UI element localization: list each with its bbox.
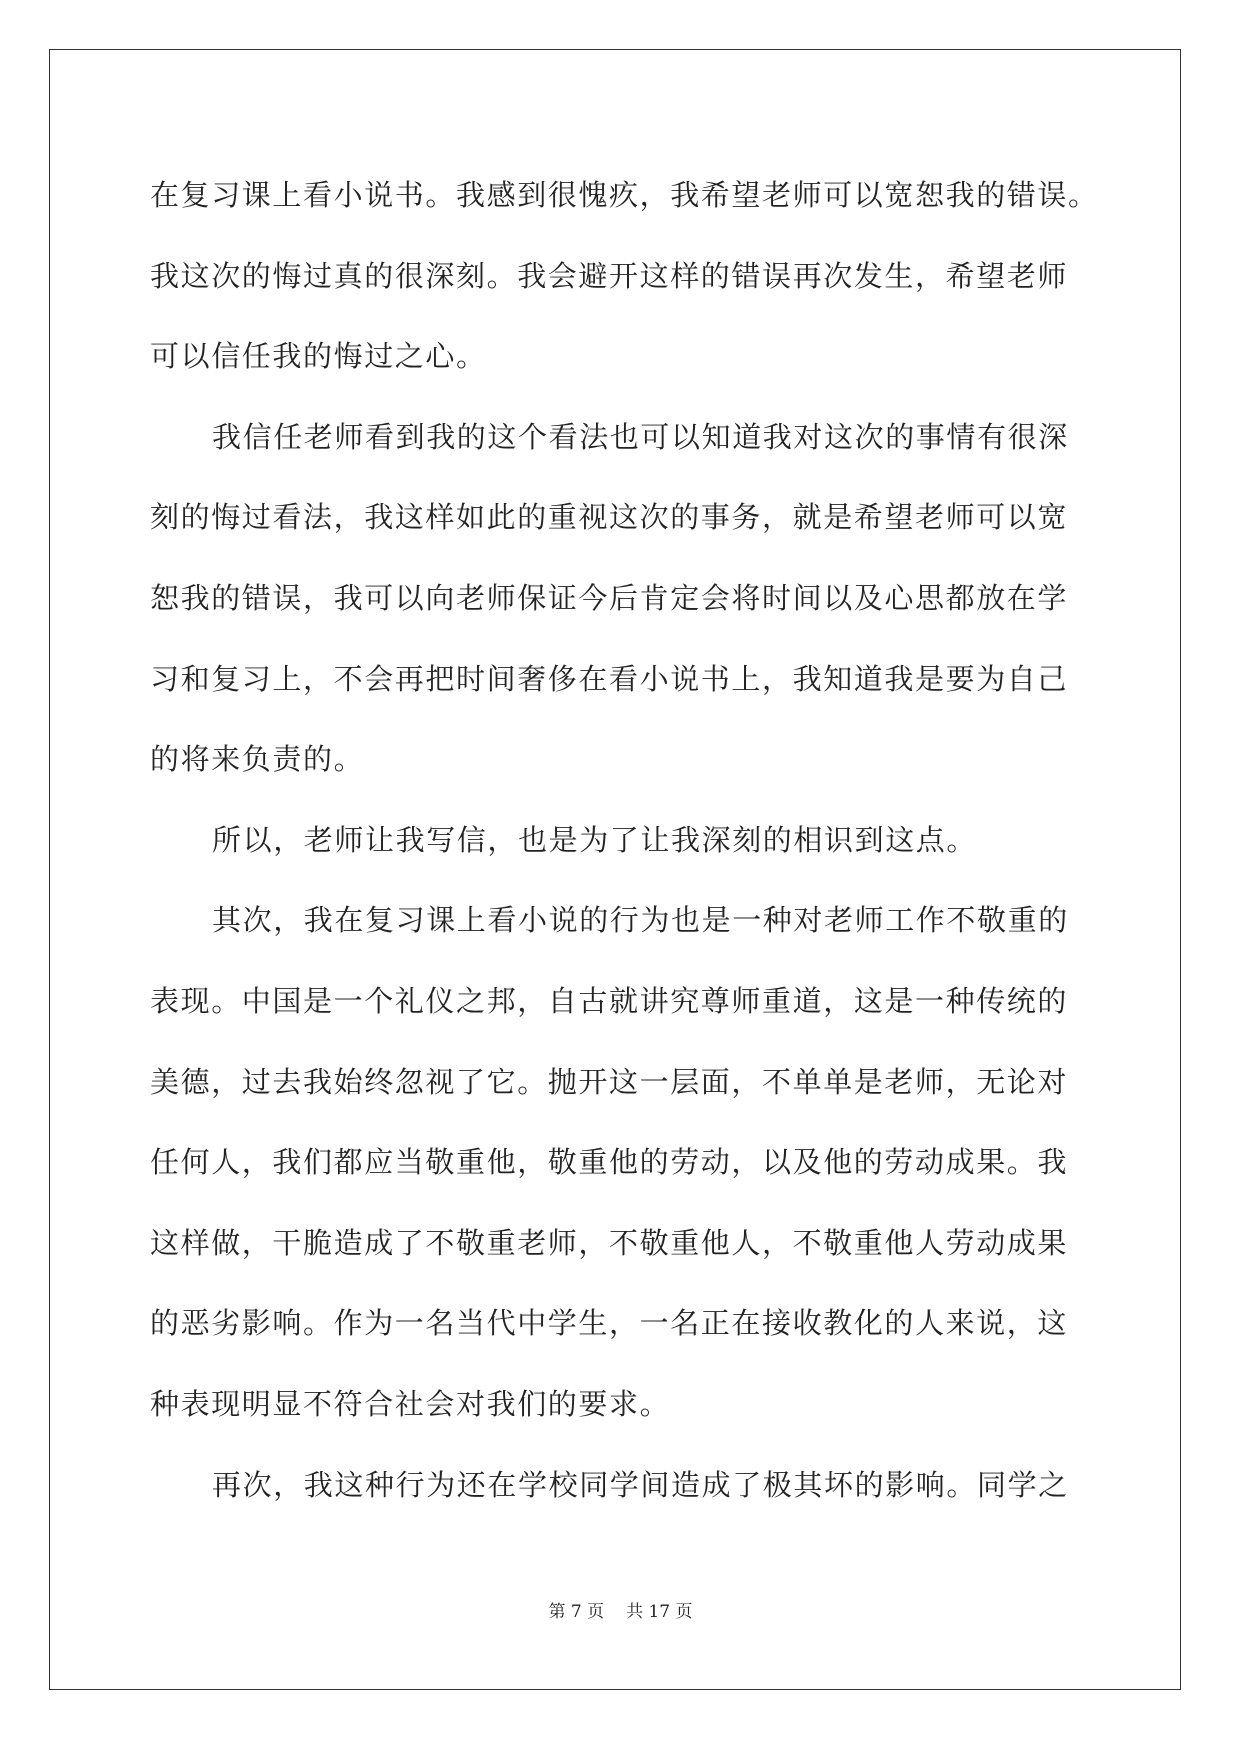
text-line: 刻的悔过看法，我这样如此的重视这次的事务，就是希望老师可以宽: [150, 500, 1069, 535]
page-total: 共 17 页: [626, 1602, 693, 1622]
text-line: 的将来负责的。: [150, 742, 365, 777]
page-number: 第 7 页: [548, 1602, 605, 1622]
text-line: 恕我的错误，我可以向老师保证今后肯定会将时间以及心思都放在学: [150, 580, 1069, 615]
text-line: 的恶劣影响。作为一名当代中学生，一名正在接收教化的人来说，这: [150, 1306, 1069, 1341]
text-line: 任何人，我们都应当敬重他，敬重他的劳动，以及他的劳动成果。我: [150, 1145, 1069, 1180]
page-footer: [0, 1597, 1241, 1622]
text-line: 种表现明显不符合社会对我们的要求。: [150, 1386, 671, 1421]
text-line: 在复习课上看小说书。我感到很愧疚，我希望老师可以宽恕我的错误。: [150, 178, 1099, 212]
text-line: 我这次的悔过真的很深刻。我会避开这样的错误再次发生，希望老师: [150, 258, 1069, 293]
paragraph-start-line: 我信任老师看到我的这个看法也可以知道我对这次的事情有很深: [212, 419, 1069, 454]
text-line: 表现。中国是一个礼仪之邦，自古就讲究尊师重道，这是一种传统的: [150, 983, 1069, 1018]
text-line: 可以信任我的悔过之心。: [150, 339, 487, 374]
document-body: [150, 155, 1099, 1525]
paragraph-start-line: 其次，我在复习课上看小说的行为也是一种对老师工作不敬重的: [212, 903, 1069, 938]
paragraph-start-line: 再次，我这种行为还在学校同学间造成了极其坏的影响。同学之: [212, 1467, 1069, 1502]
paragraph-start-line: 所以，老师让我写信，也是为了让我深刻的相识到这点。: [212, 822, 978, 857]
text-line: 习和复习上，不会再把时间奢侈在看小说书上，我知道我是要为自己: [150, 661, 1069, 696]
text-line: 这样做，干脆造成了不敬重老师，不敬重他人，不敬重他人劳动成果: [150, 1225, 1069, 1260]
text-line: 美德，过去我始终忽视了它。抛开这一层面，不单单是老师，无论对: [150, 1064, 1069, 1099]
